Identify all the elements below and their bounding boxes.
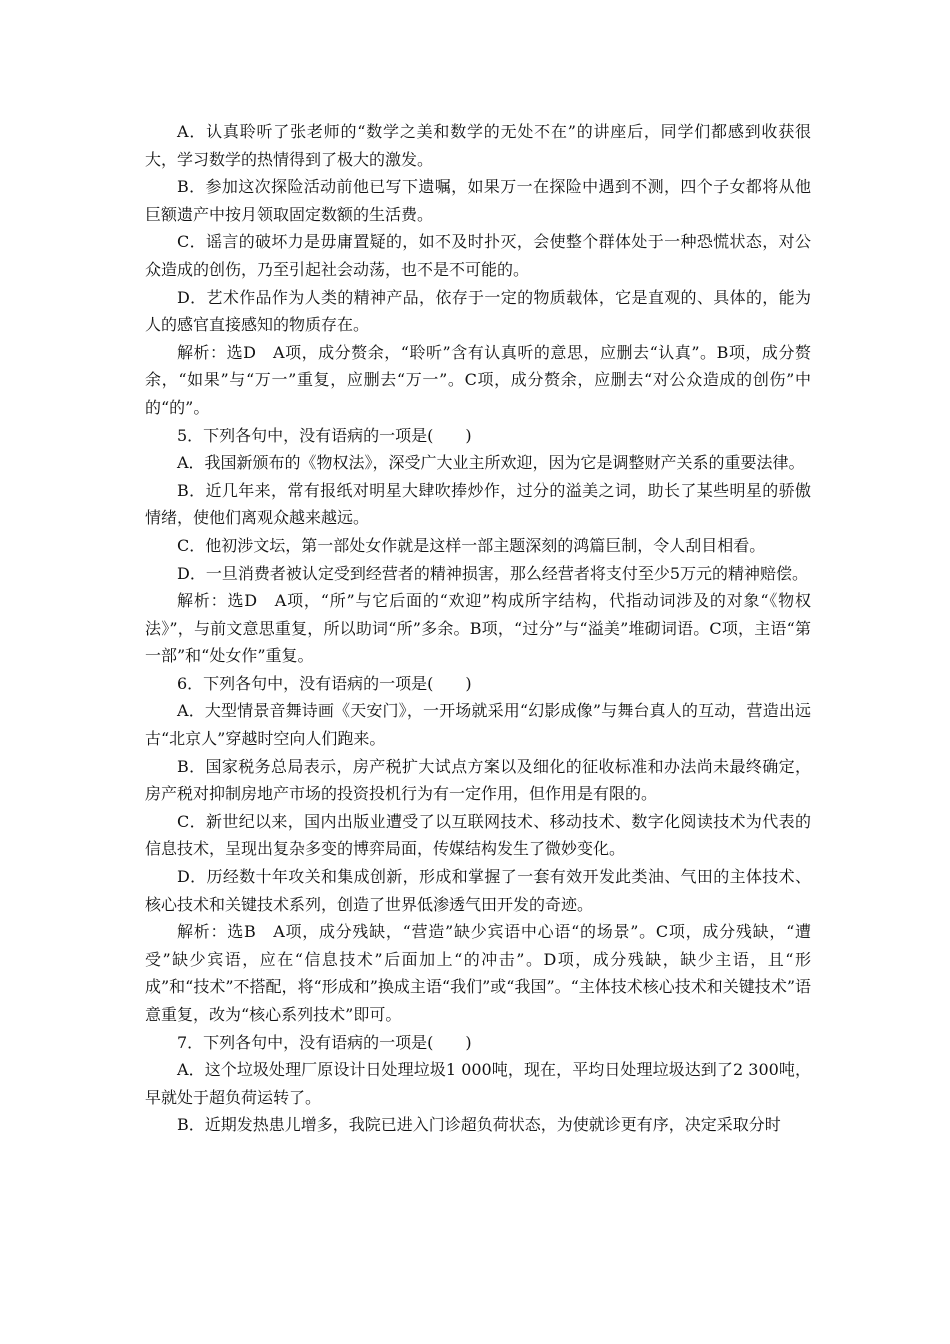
paragraph-option-a: A．认真聆听了张老师的“数学之美和数学的无处不在”的讲座后，同学们都感到收获很大，学习数学的热情得到了极大的激发。 <box>145 122 811 169</box>
question-5-option-a: A．我国新颁布的《物权法》，深受广大业主所欢迎，因为它是调整财产关系的重要法律。 <box>177 453 805 473</box>
paragraph-option-c: C．谣言的破坏力是毋庸置疑的，如不及时扑灭，会使整个群体处于一种恐慌状态，对公众造成的创伤，乃至引起社会动荡，也不是不可能的。 <box>145 232 811 279</box>
question-6-option-b: B．国家税务总局表示，房产税扩大试点方案以及细化的征收标准和办法尚未最终确定，房产税对抑制房地产市场的投资投机行为有一定作用，但作用是有限的。 <box>145 756 811 804</box>
question-6-option-a: A．大型情景音舞诗画《天安门》，一开场就采用“幻影成像”与舞台真人的互动，营造出远古“北京人”穿越时空向人们跑来。 <box>145 701 811 749</box>
document-page <box>145 118 811 1139</box>
question-5-option-d: D．一旦消费者被认定受到经营者的精神损害，那么经营者将支付至少5万元的精神赔偿。 <box>177 563 809 583</box>
question-7: 7．下列各句中，没有语病的一项是( ) <box>177 1032 472 1052</box>
question-5-analysis: 解析：选D A项，“所”与它后面的“欢迎”构成所字结构，代指动词涉及的对象“《物权法》”，与前文意思重复，所以助词“所”多余。B项，“过分”与“溢美”堆砌词语。C项，主语“第一部”和“处女作”重复。 <box>145 591 811 666</box>
question-7-option-a: A．这个垃圾处理厂原设计日处理垃圾1 000吨，现在，平均日处理垃圾达到了2 300吨，早就处于超负荷运转了。 <box>145 1060 811 1107</box>
question-6-option-d: D．历经数十年攻关和集成创新，形成和掌握了一套有效开发此类油、气田的主体技术、核心技术和关键技术系列，创造了世界低渗透气田开发的奇迹。 <box>145 867 811 914</box>
question-5: 5．下列各句中，没有语病的一项是( ) <box>177 425 472 445</box>
question-5-option-c: C．他初涉文坛，第一部处女作就是这样一部主题深刻的鸿篇巨制，令人刮目相看。 <box>177 535 766 555</box>
question-7-option-b: B．近期发热患儿增多，我院已进入门诊超负荷状态，为使就诊更有序，决定采取分时 <box>177 1115 781 1135</box>
question-5-option-b: B．近几年来，常有报纸对明星大肆吹捧炒作，过分的溢美之词，助长了某些明星的骄傲情绪，使他们离观众越来越远。 <box>145 480 811 528</box>
paragraph-option-b: B．参加这次探险活动前他已写下遗嘱，如果万一在探险中遇到不测，四个子女都将从他巨额遗产中按月领取固定数额的生活费。 <box>145 177 811 224</box>
paragraph-option-d: D．艺术作品作为人类的精神产品，依存于一定的物质载体，它是直观的、具体的，能为人的感官直接感知的物质存在。 <box>145 287 811 335</box>
question-6-option-c: C．新世纪以来，国内出版业遭受了以互联网技术、移动技术、数字化阅读技术为代表的信息技术，呈现出复杂多变的博弈局面，传媒结构发生了微妙变化。 <box>145 811 811 859</box>
question-6: 6．下列各句中，没有语病的一项是( ) <box>177 673 472 693</box>
paragraph-analysis: 解析：选D A项，成分赘余，“聆听”含有认真听的意思，应删去“认真”。B项，成分赘余，“如果”与“万一”重复，应删去“万一”。C项，成分赘余，应删去“对公众造成的创伤”中的“的”。 <box>145 342 811 417</box>
question-6-analysis: 解析：选B A项，成分残缺，“营造”缺少宾语中心语“的场景”。C项，成分残缺，“遭受”缺少宾语，应在“信息技术”后面加上“的冲击”。D项，成分残缺，缺少主语，且“形成”和“技术”不搭配，将“形成和”换成主语“我们”或“我国”。“主体技术核心技术和关键技术”语意重复，改为“核心系列技术”即可。 <box>145 922 811 1024</box>
